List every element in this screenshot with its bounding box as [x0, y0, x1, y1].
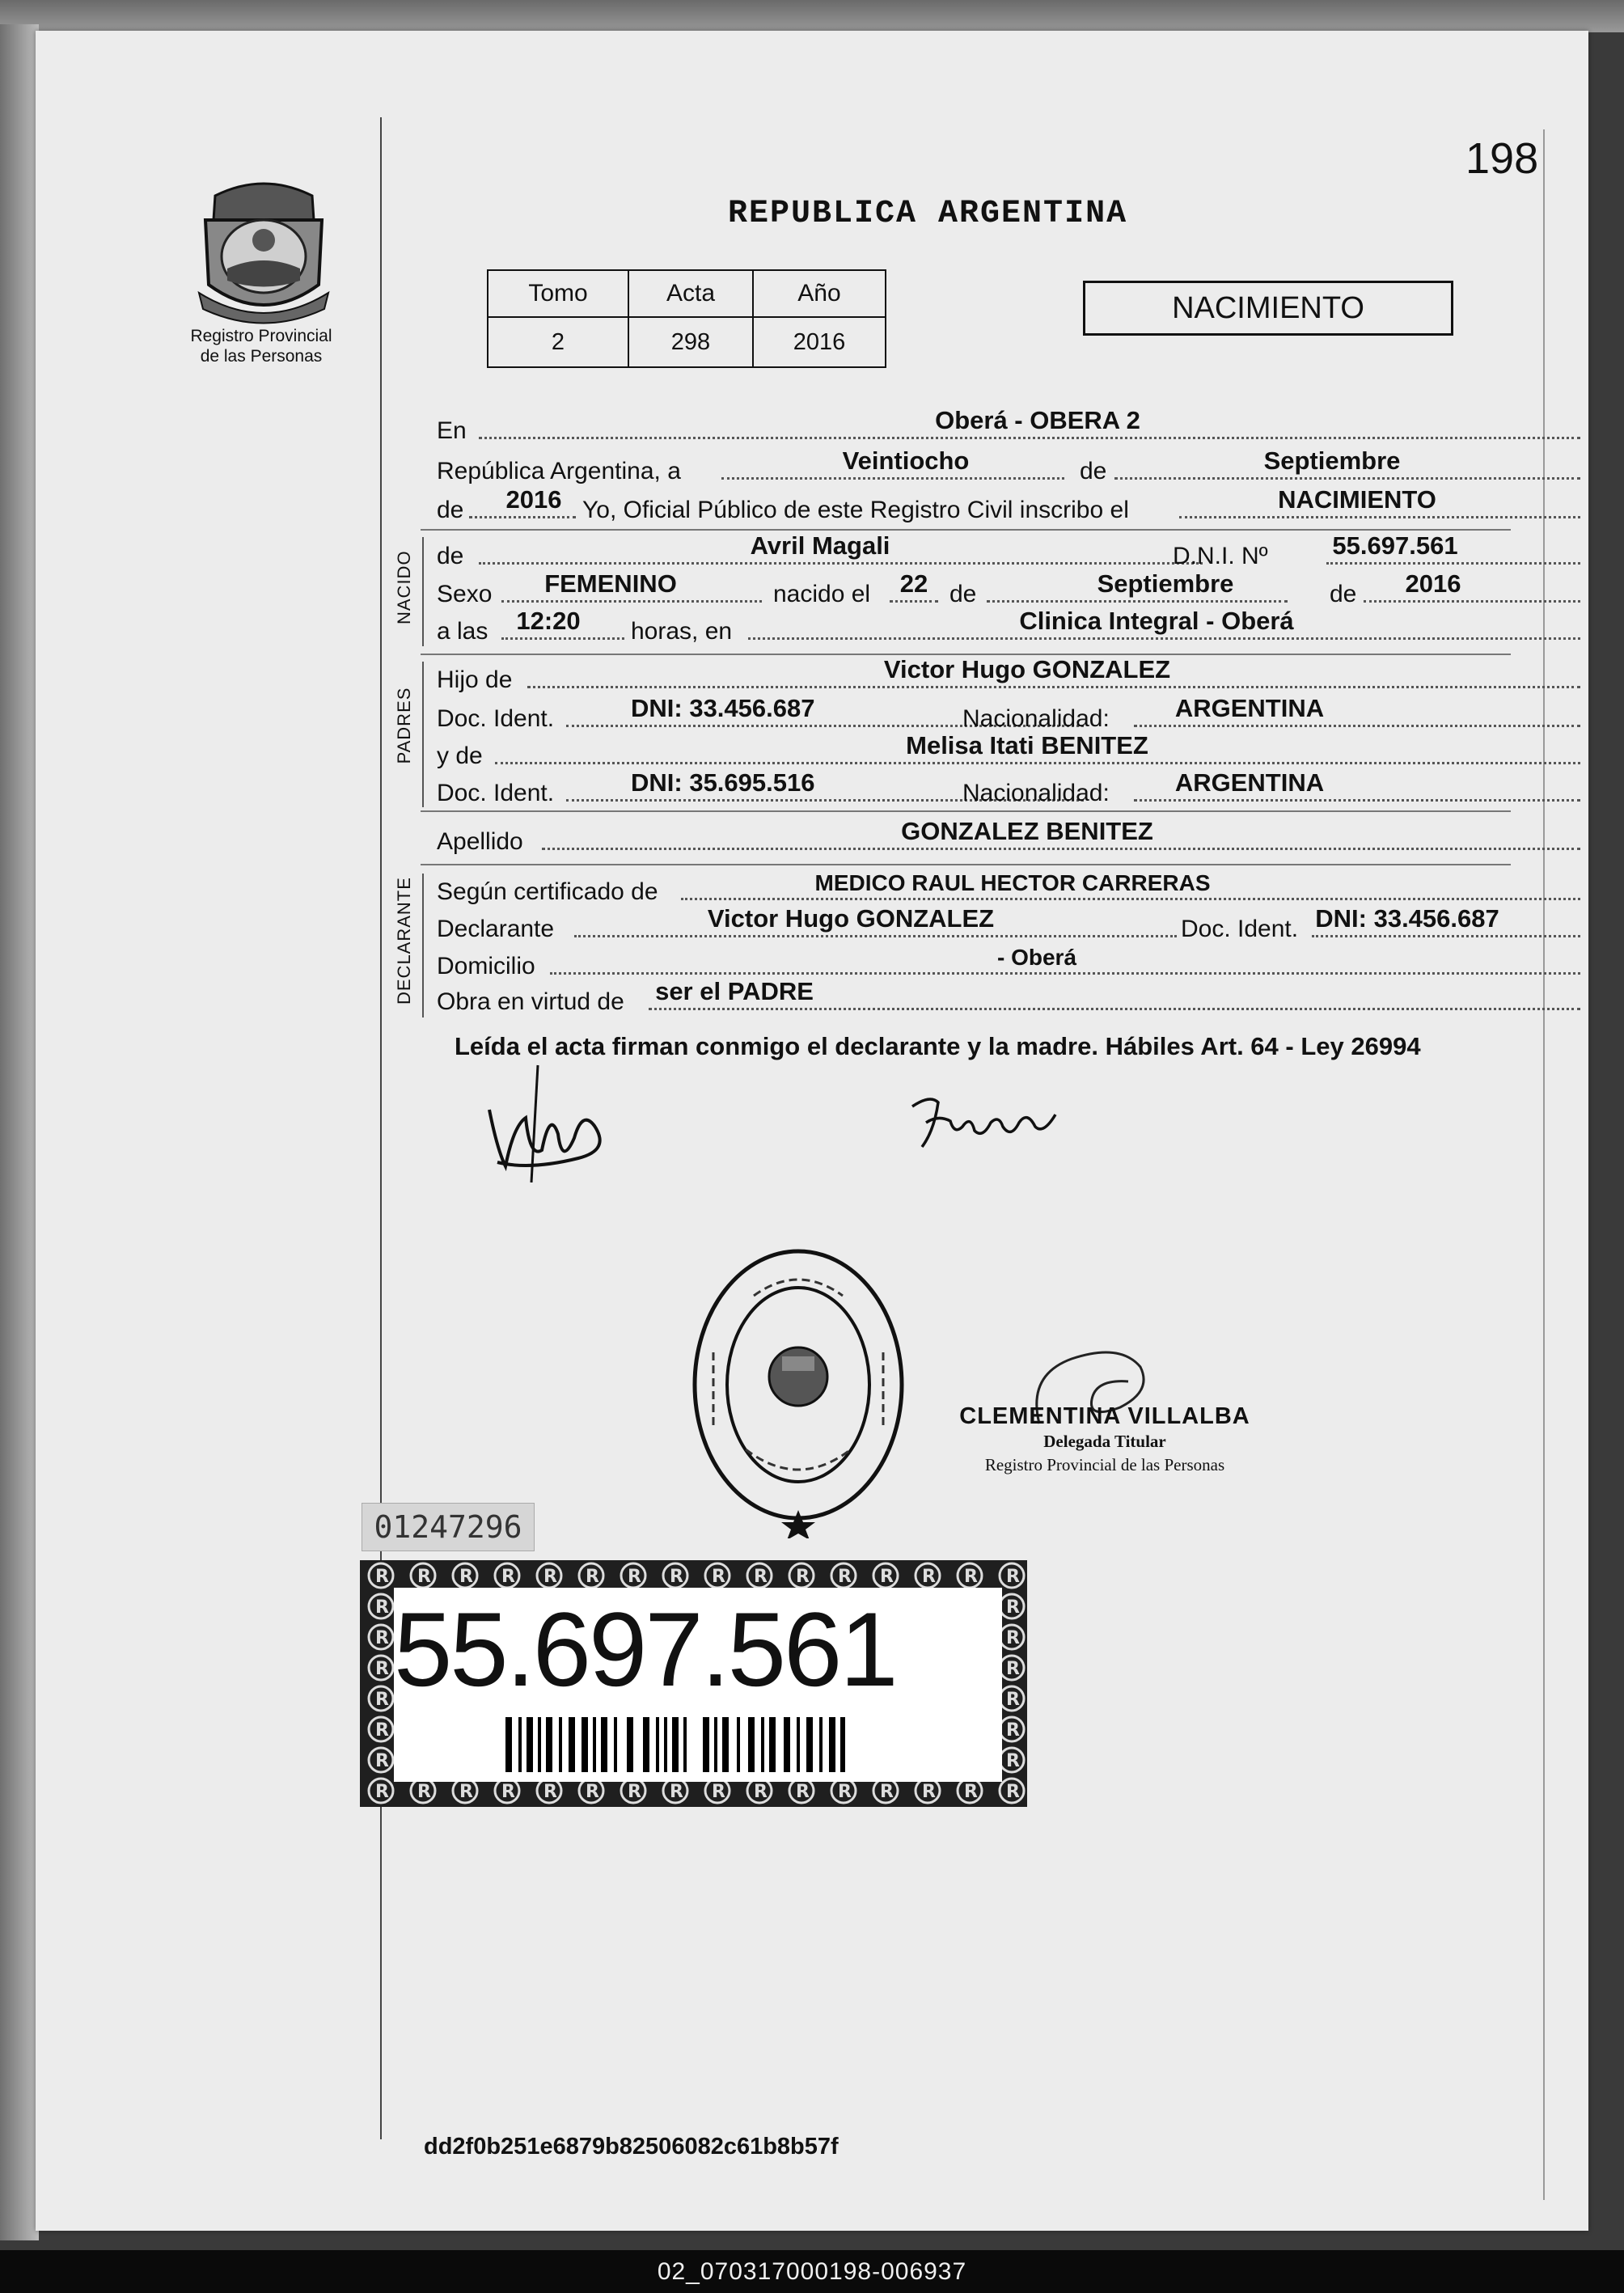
row-lugar — [437, 406, 1580, 445]
side-label-declarante: DECLARANTE — [394, 877, 414, 1005]
value-dni: 55.697.561 — [1332, 531, 1458, 560]
row-padre — [437, 655, 1580, 694]
row-inscribe — [437, 485, 1580, 524]
value-inscribe: NACIMIENTO — [1278, 485, 1436, 514]
header-acta: Acta — [628, 270, 753, 317]
mother-signature — [906, 1090, 1068, 1155]
value-dia: Veintiocho — [842, 446, 970, 475]
label-de-5: de — [1330, 581, 1357, 607]
value-madre-nac: ARGENTINA — [1174, 768, 1325, 797]
value-declarante-doc: DNI: 33.456.687 — [1315, 904, 1499, 933]
header-tomo: Tomo — [488, 270, 628, 317]
value-anio: 2016 — [753, 317, 886, 367]
label-doc-ident-2: Doc. Ident. — [437, 780, 555, 806]
value-declarante: Victor Hugo GONZALEZ — [707, 904, 995, 933]
value-tomo: 2 — [488, 317, 628, 367]
scan-left-edge — [0, 24, 39, 2240]
label-nacionalidad-2: Nacionalidad: — [962, 780, 1110, 806]
document-title: REPUBLICA ARGENTINA — [728, 196, 1128, 232]
bracket-padres — [422, 662, 424, 807]
value-padre-nac: ARGENTINA — [1174, 694, 1325, 722]
row-madre — [437, 731, 1580, 770]
label-de-1: de — [1080, 458, 1107, 484]
registry-label-line2: de las Personas — [200, 347, 323, 366]
label-obra-en-virtud: Obra en virtud de — [437, 988, 624, 1015]
coat-of-arms-icon — [191, 171, 336, 325]
value-padre-doc: DNI: 33.456.687 — [631, 694, 815, 722]
label-en: En — [437, 417, 467, 444]
barcode-bars — [505, 1717, 845, 1772]
register-table — [487, 269, 886, 368]
margin-line — [380, 117, 382, 2139]
official-stamp — [959, 1403, 1250, 1475]
label-de-3: de — [437, 543, 464, 569]
label-a-las: a las — [437, 618, 488, 645]
label-domicilio: Domicilio — [437, 953, 535, 979]
separator — [421, 810, 1511, 812]
row-hora — [437, 607, 1580, 645]
value-certificado: MEDICO RAUL HECTOR CARRERAS — [814, 870, 1211, 895]
row-fecha — [437, 446, 1580, 485]
scan-top-edge — [0, 0, 1624, 32]
label-republica-a: República Argentina, a — [437, 458, 681, 484]
value-lugar-nac: Clinica Integral - Oberá — [1019, 607, 1294, 635]
header-anio: Año — [753, 270, 886, 317]
label-de-2: de — [437, 497, 464, 523]
barcode-number: 55.697.561 — [394, 1590, 896, 1708]
value-anio: 2016 — [505, 485, 562, 514]
value-lugar: Oberá - OBERA 2 — [935, 406, 1140, 434]
value-madre-doc: DNI: 35.695.516 — [631, 768, 815, 797]
label-horas-en: horas, en — [631, 618, 733, 645]
control-number: 01247296 — [362, 1503, 535, 1551]
barcode-panel — [394, 1588, 1002, 1782]
row-padre-doc — [437, 694, 1580, 733]
record-type-box: NACIMIENTO — [1083, 281, 1453, 336]
label-nacionalidad-1: Nacionalidad: — [962, 705, 1110, 732]
row-nombre — [437, 531, 1580, 570]
document-hash: dd2f0b251e6879b82506082c61b8b57f — [424, 2134, 839, 2160]
value-virtud: ser el PADRE — [655, 977, 814, 1005]
side-label-padres: PADRES — [394, 687, 414, 764]
label-apellido: Apellido — [437, 828, 523, 855]
official-name: CLEMENTINA VILLALBA — [959, 1403, 1250, 1429]
registry-label-line1: Registro Provincial — [190, 327, 332, 345]
label-doc-ident-3: Doc. Ident. — [1181, 916, 1299, 942]
side-label-nacido: NACIDO — [394, 550, 414, 624]
label-nacido-el: nacido el — [773, 581, 871, 607]
bracket-declarante — [422, 874, 424, 1017]
label-dni-no: D.N.I. Nº — [1173, 543, 1268, 569]
official-seal — [689, 1239, 907, 1538]
row-certificado — [437, 870, 1580, 906]
value-domicilio: - Oberá — [996, 945, 1077, 970]
separator — [421, 529, 1511, 531]
label-doc-ident-1: Doc. Ident. — [437, 705, 555, 732]
page-number: 198 — [1465, 134, 1539, 183]
bracket-nacido — [422, 537, 424, 646]
label-yo-oficial: Yo, Oficial Público de este Registro Civil inscribo el — [582, 497, 1129, 523]
row-apellido — [437, 817, 1580, 856]
official-office: Registro Provincial de las Personas — [984, 1455, 1225, 1474]
label-y-de: y de — [437, 742, 483, 769]
label-hijo-de: Hijo de — [437, 666, 513, 693]
declarant-signature — [481, 1061, 619, 1182]
row-domicilio — [437, 945, 1580, 980]
value-acta: 298 — [628, 317, 753, 367]
value-nac-anio: 2016 — [1405, 569, 1461, 598]
label-segun-certificado: Según certificado de — [437, 878, 658, 905]
value-nombre: Avril Magali — [750, 531, 890, 560]
value-padre: Victor Hugo GONZALEZ — [883, 655, 1171, 683]
label-de-4: de — [949, 581, 977, 607]
separator — [421, 864, 1511, 865]
row-madre-doc — [437, 768, 1580, 807]
scan-id: 02_070317000198-006937 — [657, 2258, 967, 2285]
row-virtud — [437, 977, 1580, 1016]
value-sexo: FEMENINO — [544, 569, 677, 598]
barcode-label — [360, 1560, 1027, 1807]
value-apellido: GONZALEZ BENITEZ — [901, 817, 1153, 845]
value-nac-dia: 22 — [899, 569, 928, 598]
scan-id-bar — [0, 2250, 1624, 2293]
official-role: Delegada Titular — [1043, 1432, 1166, 1451]
value-mes: Septiembre — [1263, 446, 1401, 475]
value-madre: Melisa Itati BENITEZ — [906, 731, 1148, 759]
row-declarante — [437, 904, 1580, 943]
registry-label — [176, 326, 346, 366]
label-sexo: Sexo — [437, 581, 493, 607]
row-sexo — [437, 569, 1580, 608]
value-hora: 12:20 — [516, 607, 581, 635]
closing-text: Leída el acta firman conmigo el declarante y la madre. Hábiles Art. 64 - Ley 26994 — [455, 1032, 1421, 1060]
value-nac-mes: Septiembre — [1097, 569, 1234, 598]
label-declarante: Declarante — [437, 916, 555, 942]
